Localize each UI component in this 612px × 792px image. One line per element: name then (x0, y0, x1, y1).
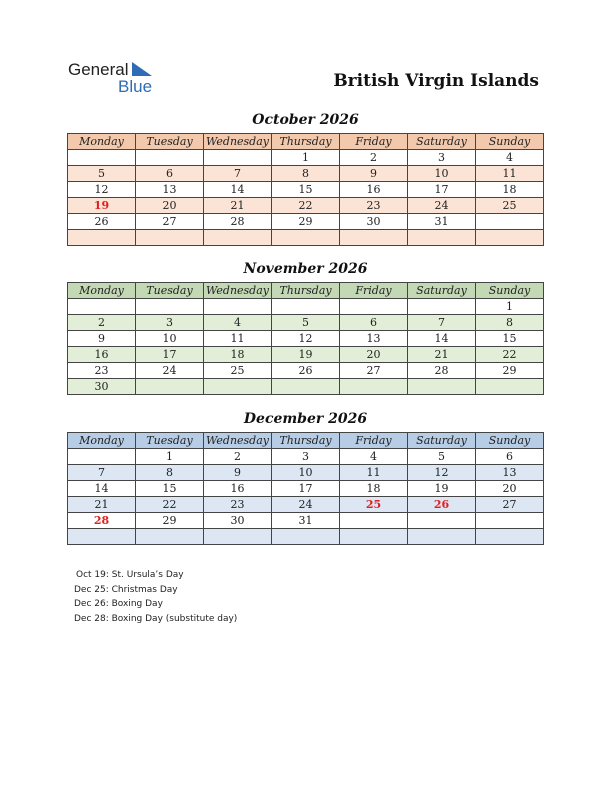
day-cell: 21 (408, 347, 476, 363)
day-cell: 29 (136, 513, 204, 529)
day-cell: 3 (136, 315, 204, 331)
empty-day-cell (272, 299, 340, 315)
weekday-header: Friday (340, 283, 408, 299)
day-cell: 9 (68, 331, 136, 347)
week-row (68, 299, 544, 315)
country-title: British Virgin Islands (333, 71, 539, 91)
day-cell: 11 (340, 465, 408, 481)
day-cell: 1 (136, 449, 204, 465)
empty-day-cell (204, 150, 272, 166)
day-cell: 5 (68, 166, 136, 182)
weekday-header: Tuesday (136, 283, 204, 299)
weekday-header: Wednesday (204, 134, 272, 150)
day-cell: 23 (68, 363, 136, 379)
day-cell: 29 (476, 363, 544, 379)
empty-day-cell (408, 230, 476, 246)
day-cell: 11 (204, 331, 272, 347)
weekday-header: Sunday (476, 134, 544, 150)
empty-day-cell (408, 299, 476, 315)
day-cell: 25 (204, 363, 272, 379)
day-cell: 5 (408, 449, 476, 465)
day-cell: 16 (340, 182, 408, 198)
day-cell: 8 (272, 166, 340, 182)
week-row (68, 513, 544, 529)
day-cell: 14 (204, 182, 272, 198)
holiday-notes (74, 568, 237, 626)
weekday-header: Saturday (408, 134, 476, 150)
empty-day-cell (204, 299, 272, 315)
day-cell: 9 (204, 465, 272, 481)
week-row (68, 481, 544, 497)
empty-day-cell (272, 379, 340, 395)
week-row (68, 214, 544, 230)
day-cell: 16 (204, 481, 272, 497)
weekday-header: Sunday (476, 283, 544, 299)
day-cell: 7 (204, 166, 272, 182)
day-cell: 18 (476, 182, 544, 198)
day-cell: 8 (476, 315, 544, 331)
holiday-note: Dec 28: Boxing Day (substitute day) (74, 613, 238, 624)
holiday-day-cell: 26 (408, 497, 476, 513)
day-cell: 20 (136, 198, 204, 214)
day-cell: 28 (408, 363, 476, 379)
day-cell: 31 (272, 513, 340, 529)
day-cell: 2 (340, 150, 408, 166)
day-cell: 28 (204, 214, 272, 230)
day-cell: 26 (272, 363, 340, 379)
day-cell: 13 (136, 182, 204, 198)
week-row (68, 449, 544, 465)
week-row (68, 363, 544, 379)
day-cell: 19 (408, 481, 476, 497)
empty-day-cell (68, 230, 136, 246)
holiday-note: Dec 25: Christmas Day (74, 584, 178, 595)
day-cell: 26 (68, 214, 136, 230)
day-cell: 6 (136, 166, 204, 182)
day-cell: 22 (476, 347, 544, 363)
day-cell: 30 (340, 214, 408, 230)
day-cell: 2 (204, 449, 272, 465)
day-cell: 20 (340, 347, 408, 363)
holiday-day-cell: 28 (68, 513, 136, 529)
week-row (68, 347, 544, 363)
day-cell: 24 (408, 198, 476, 214)
day-cell: 17 (272, 481, 340, 497)
day-cell: 20 (476, 481, 544, 497)
weekday-header: Thursday (272, 134, 340, 150)
empty-day-cell (476, 379, 544, 395)
day-cell: 18 (204, 347, 272, 363)
holiday-day-cell: 25 (340, 497, 408, 513)
week-row (68, 529, 544, 545)
week-row (68, 182, 544, 198)
weekday-header: Thursday (272, 433, 340, 449)
month-title-december: December 2026 (243, 411, 368, 427)
day-cell: 24 (272, 497, 340, 513)
weekday-header: Thursday (272, 283, 340, 299)
empty-day-cell (68, 449, 136, 465)
weekday-header: Saturday (408, 283, 476, 299)
day-cell: 29 (272, 214, 340, 230)
empty-day-cell (340, 379, 408, 395)
day-cell: 10 (272, 465, 340, 481)
day-cell: 3 (408, 150, 476, 166)
week-row (68, 230, 544, 246)
logo-text-blue: Blue (118, 77, 153, 96)
day-cell: 14 (408, 331, 476, 347)
empty-day-cell (204, 379, 272, 395)
day-cell: 18 (340, 481, 408, 497)
day-cell: 21 (68, 497, 136, 513)
empty-day-cell (476, 230, 544, 246)
weekday-header: Friday (340, 134, 408, 150)
day-cell: 14 (68, 481, 136, 497)
day-cell: 19 (272, 347, 340, 363)
day-cell: 23 (204, 497, 272, 513)
day-cell: 27 (476, 497, 544, 513)
weekday-header: Monday (68, 134, 136, 150)
weekday-header: Monday (68, 283, 136, 299)
day-cell: 15 (136, 481, 204, 497)
weekday-header: Wednesday (204, 433, 272, 449)
weekday-header-row (68, 134, 544, 150)
weekday-header-row (68, 283, 544, 299)
day-cell: 25 (476, 198, 544, 214)
empty-day-cell (136, 379, 204, 395)
day-cell: 9 (340, 166, 408, 182)
month-title-november: November 2026 (243, 261, 368, 277)
calendar-november (67, 282, 544, 395)
empty-day-cell (408, 513, 476, 529)
day-cell: 22 (136, 497, 204, 513)
day-cell: 2 (68, 315, 136, 331)
week-row (68, 465, 544, 481)
day-cell: 17 (136, 347, 204, 363)
day-cell: 8 (136, 465, 204, 481)
day-cell: 7 (68, 465, 136, 481)
day-cell: 15 (476, 331, 544, 347)
day-cell: 24 (136, 363, 204, 379)
day-cell: 13 (476, 465, 544, 481)
day-cell: 13 (340, 331, 408, 347)
empty-day-cell (136, 299, 204, 315)
weekday-header: Monday (68, 433, 136, 449)
day-cell: 12 (272, 331, 340, 347)
weekday-header: Tuesday (136, 134, 204, 150)
week-row (68, 379, 544, 395)
empty-day-cell (340, 529, 408, 545)
day-cell: 21 (204, 198, 272, 214)
day-cell: 23 (340, 198, 408, 214)
day-cell: 4 (204, 315, 272, 331)
empty-day-cell (68, 150, 136, 166)
empty-day-cell (204, 230, 272, 246)
week-row (68, 497, 544, 513)
day-cell: 16 (68, 347, 136, 363)
weekday-header: Tuesday (136, 433, 204, 449)
empty-day-cell (476, 529, 544, 545)
day-cell: 31 (408, 214, 476, 230)
empty-day-cell (272, 230, 340, 246)
weekday-header-row (68, 433, 544, 449)
calendar-december (67, 432, 544, 545)
empty-day-cell (408, 529, 476, 545)
empty-day-cell (204, 529, 272, 545)
day-cell: 15 (272, 182, 340, 198)
week-row (68, 166, 544, 182)
day-cell: 6 (340, 315, 408, 331)
empty-day-cell (408, 379, 476, 395)
day-cell: 17 (408, 182, 476, 198)
month-title-october: October 2026 (252, 112, 359, 128)
empty-day-cell (476, 214, 544, 230)
holiday-note: Dec 26: Boxing Day (74, 599, 163, 609)
weekday-header: Friday (340, 433, 408, 449)
empty-day-cell (272, 529, 340, 545)
empty-day-cell (136, 150, 204, 166)
day-cell: 1 (272, 150, 340, 166)
holiday-day-cell: 19 (68, 198, 136, 214)
empty-day-cell (68, 529, 136, 545)
weekday-header: Wednesday (204, 283, 272, 299)
day-cell: 27 (136, 214, 204, 230)
day-cell: 7 (408, 315, 476, 331)
day-cell: 1 (476, 299, 544, 315)
week-row (68, 198, 544, 214)
logo-triangle-icon (132, 62, 154, 76)
day-cell: 27 (340, 363, 408, 379)
day-cell: 3 (272, 449, 340, 465)
empty-day-cell (136, 529, 204, 545)
day-cell: 30 (68, 379, 136, 395)
weekday-header: Saturday (408, 433, 476, 449)
weekday-header: Sunday (476, 433, 544, 449)
day-cell: 5 (272, 315, 340, 331)
day-cell: 30 (204, 513, 272, 529)
day-cell: 4 (476, 150, 544, 166)
day-cell: 6 (476, 449, 544, 465)
day-cell: 4 (340, 449, 408, 465)
empty-day-cell (340, 513, 408, 529)
week-row (68, 150, 544, 166)
week-row (68, 315, 544, 331)
empty-day-cell (136, 230, 204, 246)
logo (68, 60, 168, 100)
empty-day-cell (340, 230, 408, 246)
day-cell: 10 (136, 331, 204, 347)
logo-text-general: General (68, 60, 129, 79)
day-cell: 12 (408, 465, 476, 481)
day-cell: 11 (476, 166, 544, 182)
day-cell: 22 (272, 198, 340, 214)
holiday-note: Oct 19: St. Ursula’s Day (76, 570, 184, 580)
empty-day-cell (476, 513, 544, 529)
week-row (68, 331, 544, 347)
empty-day-cell (340, 299, 408, 315)
calendar-october (67, 133, 544, 246)
day-cell: 12 (68, 182, 136, 198)
empty-day-cell (68, 299, 136, 315)
day-cell: 10 (408, 166, 476, 182)
